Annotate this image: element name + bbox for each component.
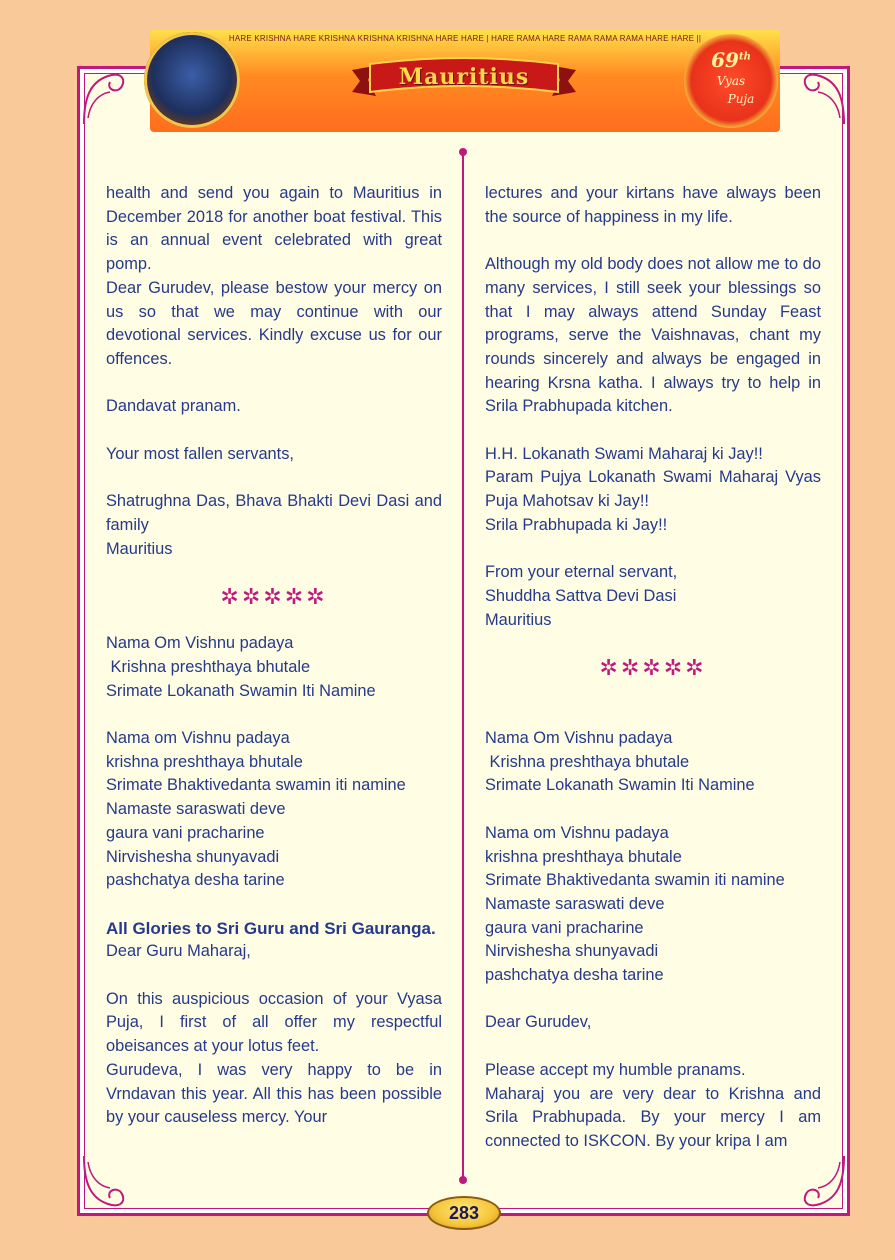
divider-dot-top (459, 148, 467, 156)
separator-stars: ✲✲✲✲✲ (220, 583, 328, 609)
signature-names: Shatrughna Das, Bhava Bhakti Devi Dasi and family (106, 492, 442, 534)
paragraph: On this auspicious occasion of your Vyasa Puja, I first of all offer my respectful obeisances at your lotus feet. (106, 989, 442, 1056)
closing-line: Dandavat pranam. (106, 397, 241, 416)
paragraph: lectures and your kirtans have always been the source of happiness in my life. (485, 184, 821, 226)
salutation: Dear Guru Maharaj, (106, 942, 251, 961)
badge-line-2: Puja (727, 92, 755, 106)
paragraph: health and send you again to Mauritius in December 2018 for another boat festival. This is an annual event celebrated with great pomp. (106, 184, 442, 274)
badge-number: 69 (711, 48, 739, 72)
column-divider (462, 152, 464, 1182)
verse-line: Krishna preshthaya bhutale (106, 657, 311, 676)
paragraph: Please accept my humble pranams. (485, 1060, 746, 1079)
verse-line: Srimate Lokanath Swamin Iti Namine (485, 776, 755, 795)
mantra-strip: HARE KRISHNA HARE KRISHNA KRISHNA KRISHNA HARE HARE | HARE RAMA HARE RAMA RAMA RAMA HARE HARE || (228, 34, 702, 43)
verse-line: krishna preshthaya bhutale (485, 847, 682, 866)
corner-ornament-top-left (80, 68, 140, 128)
deity-medallion-image (144, 32, 240, 128)
signature-place: Mauritius (485, 610, 552, 629)
verse-line: Srimate Bhaktivedanta swamin iti namine (106, 776, 406, 795)
verse-line: Srimate Lokanath Swamin Iti Namine (106, 681, 376, 700)
paragraph: Maharaj you are very dear to Krishna and Srila Prabhupada. By your mercy I am connected to ISKCON. By your kripa I am (485, 1084, 821, 1150)
verse-line: Nirvishesha shunyavadi (485, 942, 659, 961)
verse-line: Nama om Vishnu padaya (106, 729, 290, 748)
right-column (485, 182, 821, 1154)
paragraph: Although my old body does not allow me to do many services, I still seek your blessings so that I may always attend Sunday Feast programs, serve the Vaishnavas, chant my rounds sincerely and always be engaged in hearing Krsna katha. I always try to help in Srila Prabhupada kitchen. (485, 255, 821, 416)
badge-line-1: Vyas (716, 74, 746, 88)
corner-ornament-top-right (788, 68, 848, 128)
verse-line: Namaste saraswati deve (106, 800, 286, 819)
signature-line: Your most fallen servants, (106, 444, 294, 463)
verse-line: krishna preshthaya bhutale (106, 752, 303, 771)
separator-stars: ✲✲✲✲✲ (599, 655, 707, 680)
vyas-puja-badge (684, 34, 778, 128)
badge-suffix: th (738, 51, 751, 63)
page-number: 283 (427, 1196, 501, 1230)
salutation: Dear Gurudev, (485, 1013, 592, 1032)
verse-line: Namaste saraswati deve (485, 894, 665, 913)
verse-line: pashchatya desha tarine (106, 871, 285, 890)
paragraph: Dear Gurudev, please bestow your mercy on us so that we may continue with our devotional services. Kindly excuse us for our offences. (106, 278, 442, 368)
paragraph: Gurudeva, I was very happy to be in Vrndavan this year. All this has been possible by your causeless mercy. Your (106, 1060, 442, 1127)
verse-line: pashchatya desha tarine (485, 966, 664, 985)
section-heading: All Glories to Sri Guru and Sri Gauranga. (106, 918, 436, 938)
jay-line: Srila Prabhupada ki Jay!! (485, 515, 668, 534)
signature-place: Mauritius (106, 539, 173, 558)
signature-line: From your eternal servant, (485, 563, 678, 582)
verse-line: Krishna preshthaya bhutale (485, 752, 690, 771)
page-title: Mauritius (398, 64, 530, 90)
left-column (106, 182, 442, 1130)
verse-line: gaura vani pracharine (106, 823, 265, 842)
signature-name: Shuddha Sattva Devi Dasi (485, 586, 677, 605)
corner-ornament-bottom-left (80, 1152, 140, 1212)
verse-line: gaura vani pracharine (485, 918, 644, 937)
verse-line: Nama Om Vishnu padaya (485, 729, 673, 748)
verse-line: Srimate Bhaktivedanta swamin iti namine (485, 871, 785, 890)
corner-ornament-bottom-right (788, 1152, 848, 1212)
divider-dot-bottom (459, 1176, 467, 1184)
verse-line: Nirvishesha shunyavadi (106, 847, 280, 866)
verse-line: Nama Om Vishnu padaya (106, 634, 294, 653)
jay-line: Param Pujya Lokanath Swami Maharaj Vyas Puja Mahotsav ki Jay!! (485, 468, 821, 511)
verse-line: Nama om Vishnu padaya (485, 823, 669, 842)
jay-line: H.H. Lokanath Swami Maharaj ki Jay!! (485, 444, 763, 463)
